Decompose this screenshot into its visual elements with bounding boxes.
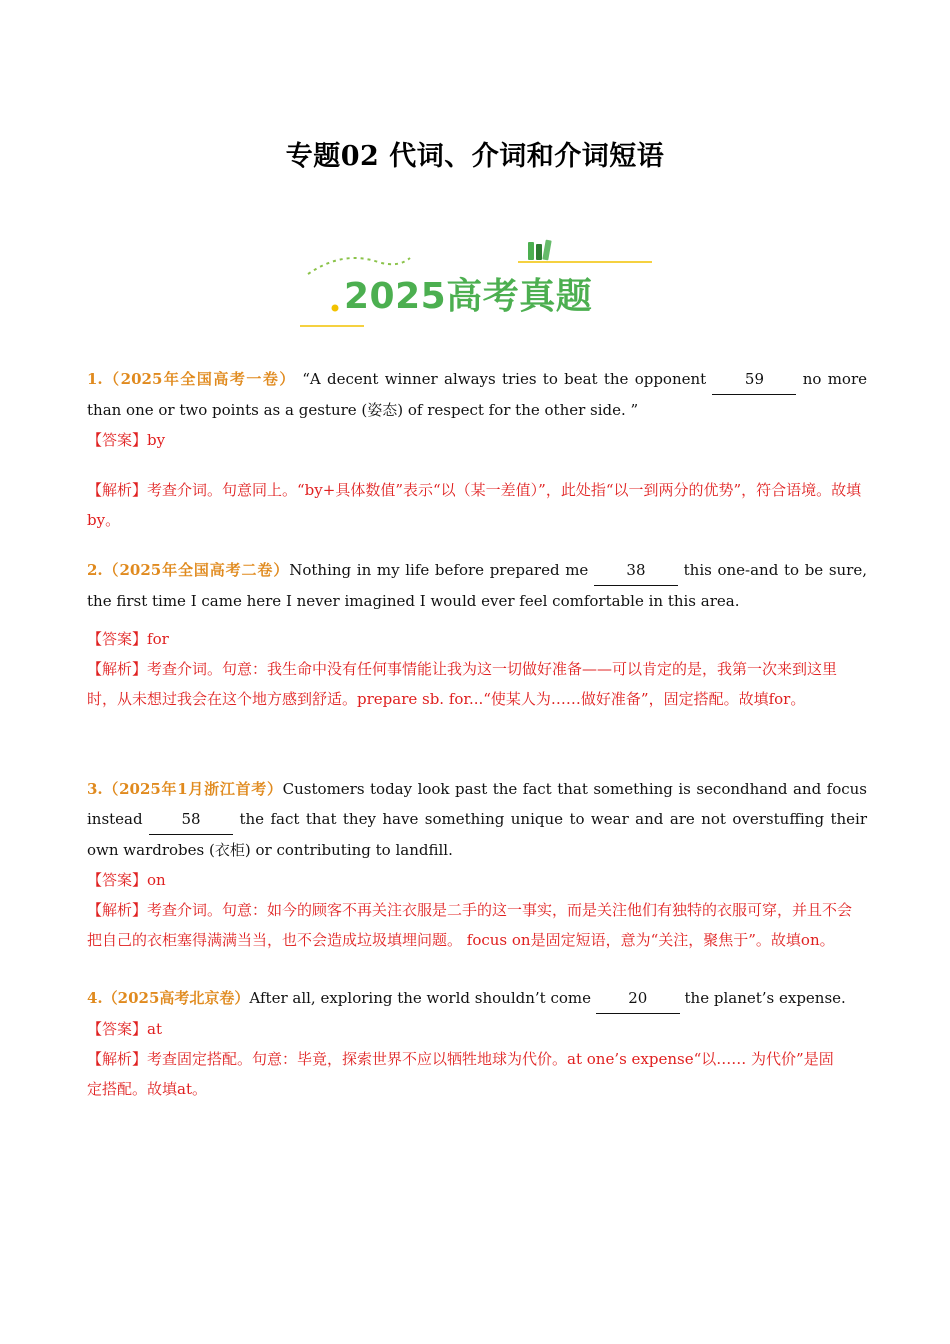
analysis-text: 考查介词。句意：如今的顾客不再关注衣服是二手的这一事实，而是关注他们有独特的衣服可穿，并且不会把自己的衣柜塞得满满当当，也不会造成垃圾填埋问题。 focus on是固定短语，意为“关注，聚焦于”。故填on。: [87, 901, 853, 949]
answer-label: 【答案】: [87, 431, 148, 449]
answer-label: 【答案】: [87, 1020, 148, 1038]
question-text: Nothing in my life before prepared me: [289, 561, 594, 579]
question-1: [87, 364, 867, 535]
banner-title: 2025高考真题: [344, 276, 593, 317]
question-4: [87, 983, 867, 1104]
page-title: 专题02 代词、介词和介词短语: [285, 141, 665, 172]
question-text: After all, exploring the world shouldn’t come: [249, 989, 596, 1007]
blank-number: 59: [712, 364, 796, 395]
answer-label: 【答案】: [87, 871, 148, 889]
question-source: 4.（2025高考北京卷）: [87, 989, 250, 1007]
question-2: [87, 555, 867, 714]
analysis-label: 【解析】: [87, 901, 148, 919]
analysis-text: 考查固定搭配。句意：毕竟，探索世界不应以牺牲地球为代价。at one’s expense“以…… 为代价”是固定搭配。故填at。: [87, 1050, 834, 1098]
question-text: Customers today look past the fact that something is secondhand and focus instead: [87, 780, 867, 828]
answer-value: for: [147, 630, 169, 648]
question-source: 1.（2025年全国高考一卷）: [87, 370, 296, 388]
analysis-text: 考查介词。句意：我生命中没有任何事情能让我为这一切做好准备——可以肯定的是，我第一次来到这里时，从未想过我会在这个地方感到舒适。prepare sb. for...“使某人为……做好准备”，固定搭配。故填for。: [87, 660, 838, 708]
answer-label: 【答案】: [87, 630, 148, 648]
blank-number: 58: [149, 804, 233, 835]
question-text: this one-and to be sure, the first time I came here I never imagined I would ever feel comfortable in this area.: [87, 561, 867, 610]
question-text: no more than one or two points as a gesture (姿态) of respect for the other side. ”: [87, 370, 868, 419]
question-text: the planet’s expense.: [679, 989, 846, 1007]
blank-number: 38: [594, 555, 678, 586]
analysis-label: 【解析】: [87, 1050, 148, 1068]
blank-number: 20: [596, 983, 680, 1014]
section-banner: [298, 236, 658, 332]
question-source: 2.（2025年全国高考二卷）: [87, 561, 290, 579]
question-text: “A decent winner always tries to beat the opponent: [302, 370, 713, 388]
question-3: [87, 774, 867, 955]
answer-value: on: [147, 871, 166, 889]
question-text: the fact that they have something unique to wear and are not overstuffing their own wardrobes (衣柜) or contributing to landfill.: [87, 810, 868, 859]
analysis-label: 【解析】: [87, 660, 148, 678]
analysis-text: 考查介词。句意同上。“by+具体数值”表示“以（某一差值）”，此处指“以一到两分的优势”，符合语境。故填by。: [87, 481, 862, 529]
answer-value: at: [147, 1020, 162, 1038]
question-source: 3.（2025年1月浙江首考）: [87, 780, 283, 798]
analysis-label: 【解析】: [87, 481, 148, 499]
answer-value: by: [147, 431, 166, 449]
